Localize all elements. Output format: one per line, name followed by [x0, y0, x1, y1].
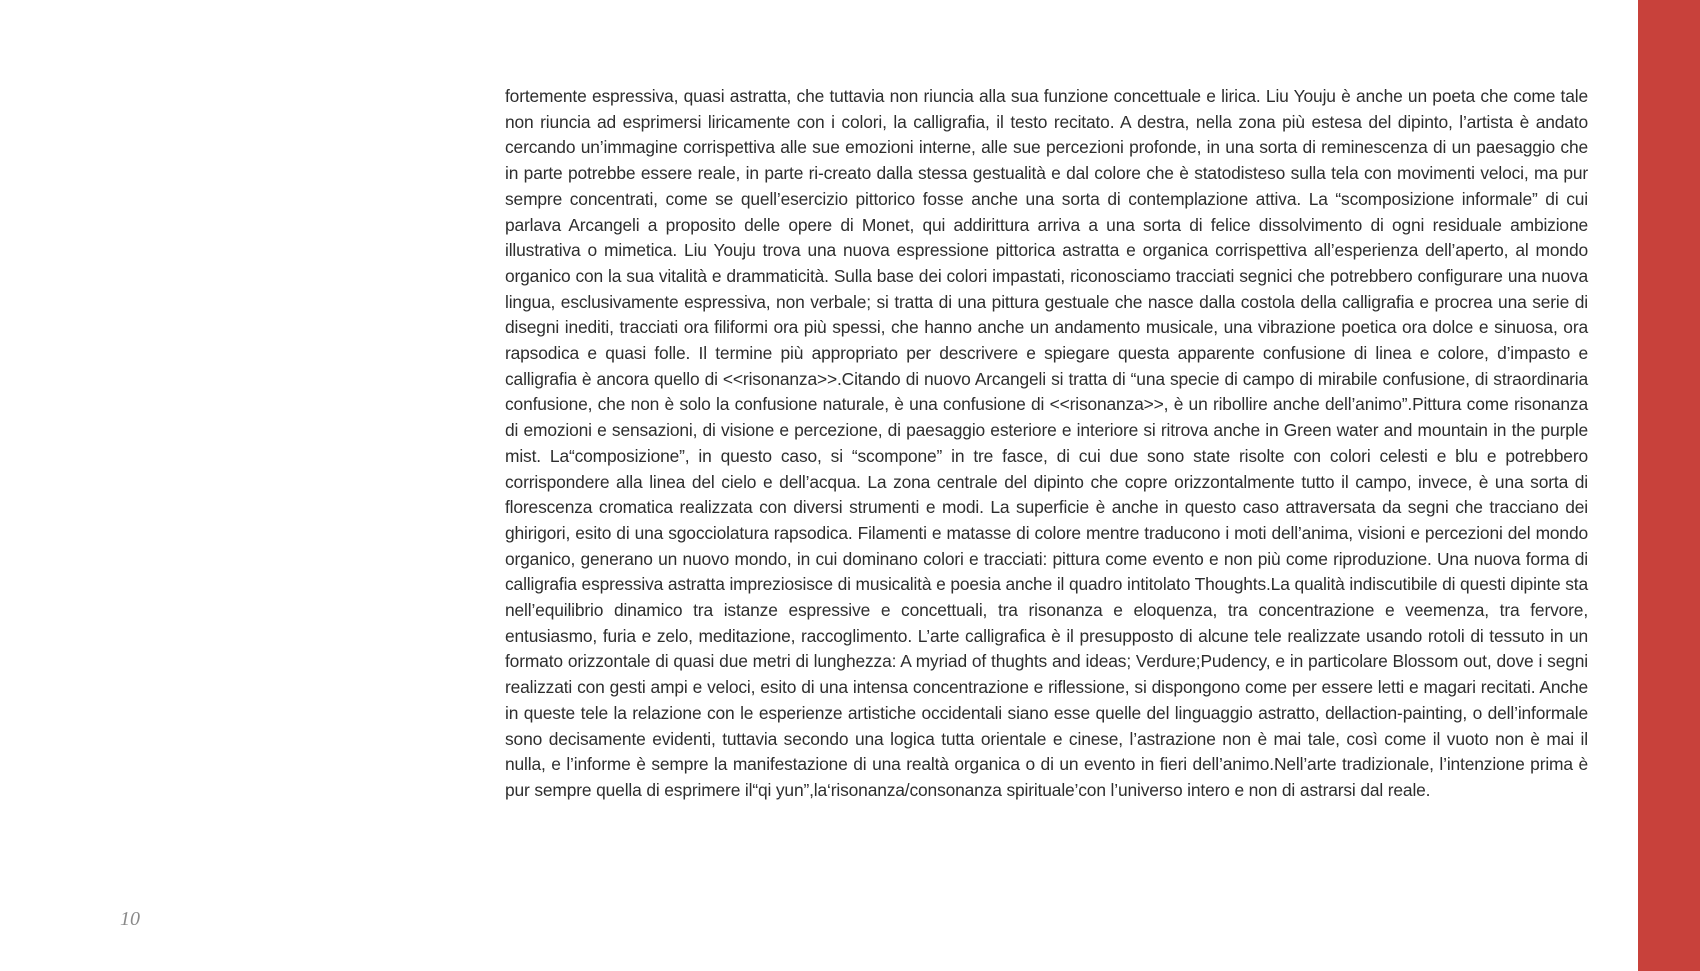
- page-number: 10: [120, 908, 140, 930]
- red-side-band: [1638, 0, 1700, 971]
- body-paragraph: fortemente espressiva, quasi astratta, che tuttavia non riuncia alla sua funzione concettuale e lirica. Liu Youju è anche un poeta che come tale non riuncia ad esprimersi liricamente con i colori, la calligrafia, il testo recitato. A destra, nella zona più estesa del dipinto, l’artista è andato cercando un’immagine corrispettiva alle sue emozioni interne, alle sue percezioni profonde, in una sorta di reminescenza di un paesaggio che in parte potrebbe essere reale, in parte ri-creato dalla stessa gestualità e dal colore che è statodisteso sulla tela con movimenti veloci, ma pur sempre concentrati, come se quell’esercizio pittorico fosse anche una sorta di contemplazione attiva. La “scomposizione informale” di cui parlava Arcangeli a proposito delle opere di Monet, qui addirittura arriva a una sorta di felice dissolvimento di ogni residuale ambizione illustrativa o mimetica. Liu Youju trova una nuova espressione pittorica astratta e organica corrispettiva all’esperienza dell’aperto, al mondo organico con la sua vitalità e drammaticità. Sulla base dei colori impastati, riconosciamo tracciati segnici che potrebbero configurare una nuova lingua, esclusivamente espressiva, non verbale; si tratta di una pittura gestuale che nasce dalla costola della calligrafia e procrea una serie di disegni inediti, tracciati ora filiformi ora più spessi, che hanno anche un andamento musicale, una vibrazione poetica ora dolce e sinuosa, ora rapsodica e quasi folle. Il termine più appropriato per descrivere e spiegare questa apparente confusione di linea e colore, d’impasto e calligrafia è ancora quello di <<risonanza>>.Citando di nuovo Arcangeli si tratta di “una specie di campo di mirabile confusione, di straordinaria confusione, che non è solo la confusione naturale, è una confusione di <<risonanza>>, è un ribollire anche dell’animo”.Pittura come risonanza di emozioni e sensazioni, di visione e percezione, di paesaggio esteriore e interiore si ritrova anche in Green water and mountain in the purple mist. La“composizione”, in questo caso, si “scompone” in tre fasce, di cui due sono state risolte con colori celesti e blu e potrebbero corrispondere alla linea del cielo e dell’acqua. La zona centrale del dipinto che copre orizzontalmente tutto il campo, invece, è una sorta di florescenza cromatica realizzata con diversi strumenti e modi. La superficie è anche in questo caso attraversata da segni che tracciano dei ghirigori, esito di una sgocciolatura rapsodica. Filamenti e matasse di colore mentre traducono i moti dell’anima, visioni e percezioni del mondo organico, generano un nuovo mondo, in cui dominano colori e tracciati: pittura come evento e non più come riproduzione. Una nuova forma di calligrafia espressiva astratta impreziosisce di musicalità e poesia anche il quadro intitolato Thoughts.La qualità indiscutibile di questi dipinte sta nell’equilibrio dinamico tra istanze espressive e concettuali, tra risonanza e eloquenza, tra concentrazione e veemenza, tra fervore, entusiasmo, furia e zelo, meditazione, raccoglimento. L’arte calligrafica è il presupposto di alcune tele realizzate usando rotoli di tessuto in un formato orizzontale di quasi due metri di lunghezza: A myriad of thughts and ideas; Verdure;Pudency, e in particolare Blossom out, dove i segni realizzati con gesti ampi e veloci, esito di una intensa concentrazione e riflessione, si dispongono come per essere letti e magari recitati. Anche in queste tele la relazione con le esperienze artistiche occidentali siano esse quelle del linguaggio astratto, dellaction-painting, o dell’informale sono decisamente evidenti, tuttavia secondo una logica tutta orientale e cinese, l’astrazione non è mai tale, così come il vuoto non è mai il nulla, e l’informe è sempre la manifestazione di una realtà organica o di un evento in fieri dell’animo.Nell’arte tradizionale, l’intenzione prima è pur sempre quella di esprimere il“qi yun”,la‘risonanza/consonanza spirituale’con l’universo intero e non di astrarsi dal reale.: [505, 86, 1588, 800]
